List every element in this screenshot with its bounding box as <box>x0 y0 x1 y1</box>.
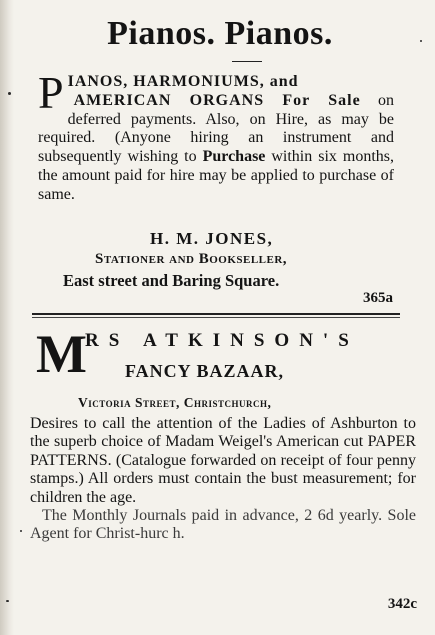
shop-address: Victoria Street, Christchurch, <box>78 395 272 410</box>
advertiser-name: H. M. JONES, <box>150 229 274 248</box>
drop-cap: P <box>38 67 64 118</box>
print-speck <box>20 530 22 532</box>
ad-code: 365a <box>363 290 393 306</box>
ad-text-bold: Purchase <box>202 148 266 166</box>
ad-lead-line-2: AMERICAN ORGANS For Sale <box>73 91 361 109</box>
ad-body <box>38 67 395 205</box>
advertiser-role: Stationer and Bookseller, <box>95 251 288 267</box>
section-divider-thin <box>32 317 400 318</box>
title-underline <box>232 61 262 62</box>
ad-code: 342c <box>387 596 417 612</box>
print-speck <box>6 600 9 602</box>
section-divider <box>32 313 400 315</box>
shop-subtitle: FANCY BAZAAR, <box>125 361 284 381</box>
ad-text-b: The Monthly Journals paid in advance, 2 6d yearly. Sole Agent for Christ-hurc h. <box>30 507 416 543</box>
shop-name: RS ATKINSON'S <box>85 330 359 351</box>
advertiser-address: East street and Baring Square. <box>63 271 280 290</box>
ad-text-a: Desires to call the attention of the Ladies of Ashburton to the superb choice of Madam Weigel's American cut PAPER PATTERNS. (Catalogue forwarded on receipt of four penny stamps.) All orders must contain the bust measurement; for children the age. <box>30 415 416 506</box>
ad-text-b: within six months, the amount paid for hire may be applied to purchase of same. <box>38 148 394 203</box>
print-speck <box>420 40 422 42</box>
ad-lead-line: IANOS, HARMONIUMS, and <box>67 73 299 90</box>
ad-body <box>30 415 416 544</box>
ad-text-a: on deferred payments. Also, on Hire, as may be required. (Anyone hiring an instrument and subsequently wishing to <box>38 91 395 166</box>
print-speck <box>8 92 11 95</box>
page-edge-shadow <box>0 0 14 635</box>
drop-cap: M <box>36 324 87 384</box>
ad-title: Pianos. Pianos. <box>107 15 333 52</box>
